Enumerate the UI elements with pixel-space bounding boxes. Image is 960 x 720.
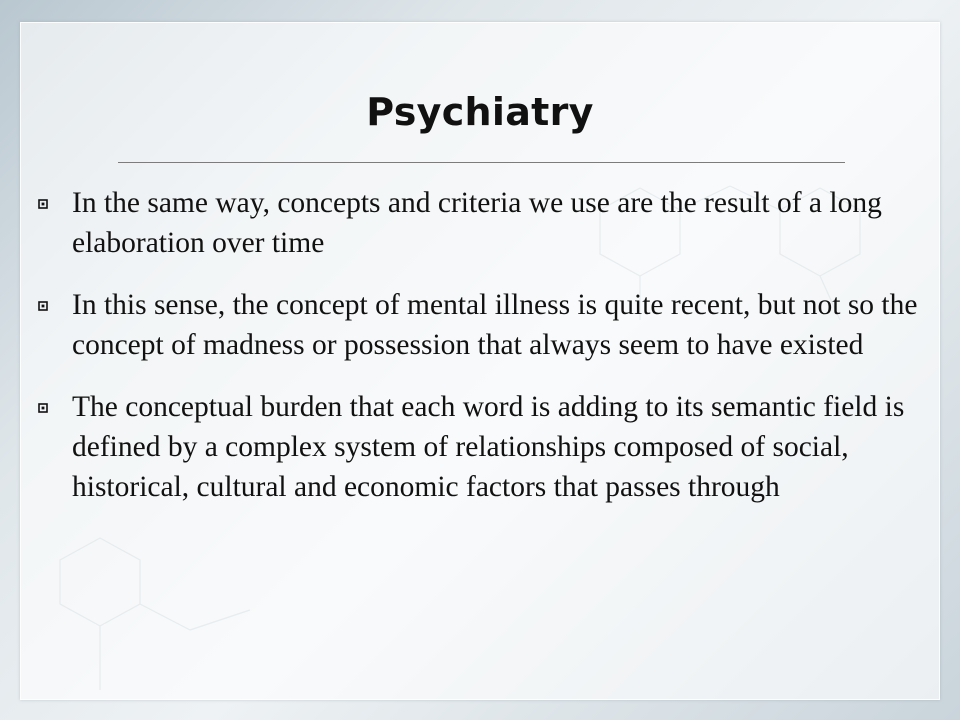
bullet-item bbox=[38, 285, 918, 365]
bullet-text: In this sense, the concept of mental illness is quite recent, but not so the concept of madness or possession that always seem to have existed bbox=[72, 289, 918, 361]
square-bullet-icon bbox=[38, 301, 48, 311]
bullet-text: The conceptual burden that each word is adding to its semantic field is defined by a complex system of relationships composed of social, historical, cultural and economic factors that passes through bbox=[72, 391, 905, 503]
bullet-item bbox=[38, 183, 918, 263]
square-bullet-icon bbox=[38, 199, 48, 209]
bullet-item bbox=[38, 387, 918, 507]
bullet-text: In the same way, concepts and criteria we use are the result of a long elaboration over time bbox=[72, 187, 882, 259]
slide-title: Psychiatry bbox=[366, 90, 594, 134]
bullet-list bbox=[38, 183, 918, 507]
title-divider bbox=[118, 162, 845, 163]
square-bullet-icon bbox=[38, 403, 48, 413]
